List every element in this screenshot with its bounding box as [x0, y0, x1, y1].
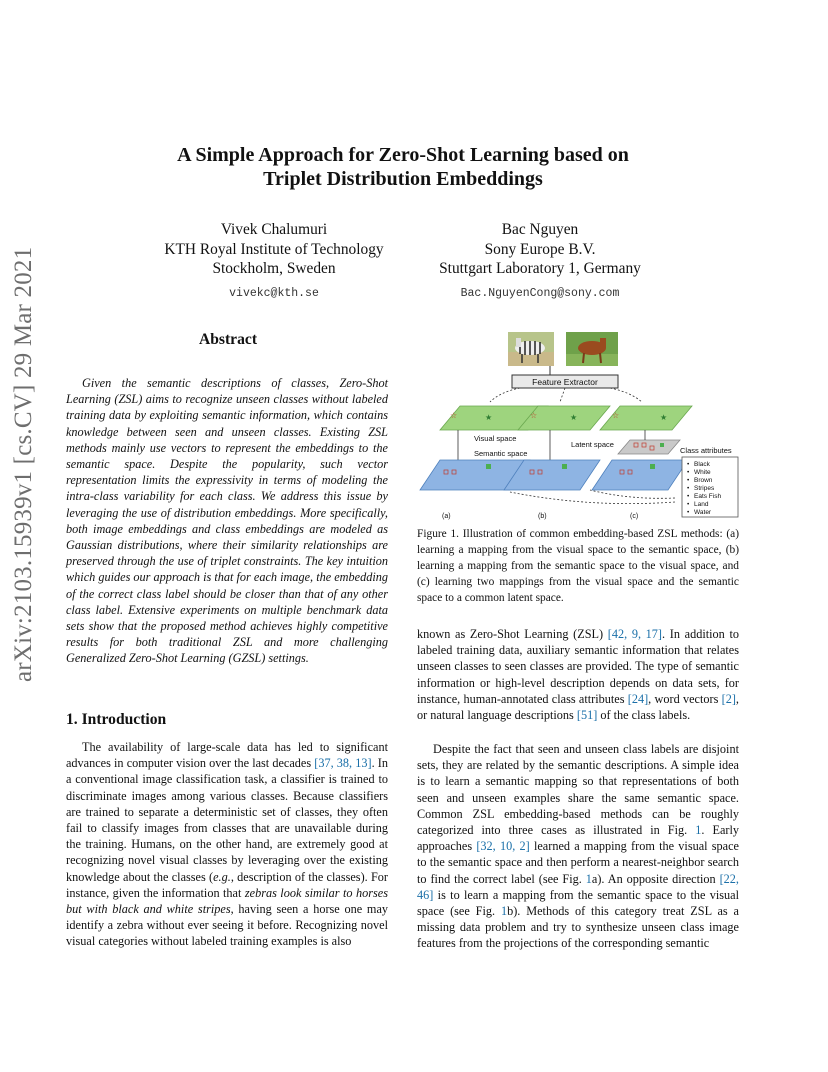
- author-location: Stuttgart Laboratory 1, Germany: [439, 260, 641, 277]
- attribute-item: Brown: [694, 477, 713, 484]
- title-line-2: Triplet Distribution Embeddings: [263, 168, 543, 190]
- text-run: The availability of large-scale data has led to significant advances in computer vision over the last decades: [66, 740, 388, 771]
- svg-text:★: ★: [660, 413, 668, 422]
- arxiv-identifier: arXiv:2103.15939v1 [cs.CV] 29 Mar 2021: [10, 246, 37, 682]
- svg-text:☆: ☆: [612, 411, 620, 420]
- citation-link[interactable]: [24]: [627, 691, 649, 706]
- figure-caption: Figure 1. Illustration of common embedding-based ZSL methods: (a) learning a mapping from the visual space to the semantic space, (b) learning a mapping from the semantic space to the visual space, and (c) learning two mappings from the visual space and the semantic space to a common latent space.: [417, 528, 739, 604]
- text-run: a). An opposite direction: [591, 871, 720, 886]
- text-run: e.g.: [213, 869, 231, 884]
- svg-text:•: •: [687, 509, 690, 516]
- author-block-2: [410, 220, 670, 303]
- text-run: , or natural language descriptions: [417, 691, 739, 723]
- author-name: Vivek Chalumuri: [220, 221, 328, 238]
- author-name: Bac Nguyen: [501, 221, 579, 238]
- text-run: , having seen a horse one may identify a zebra without ever seeing it before. Recognizing novel visual categories without labeled training examples is also: [66, 902, 389, 949]
- text-run: . In a conventional image classification task, a classifier is trained to discriminate images among various classes. Because classifiers are trained to separate a deterministic set of classes, they often fail to classify images from classes that are unavailable during the training. Humans, on the other hand, are extremely good at recognizing novel visual classes by leveraging over the existing knowledge about the classes (: [66, 756, 388, 884]
- section-heading-introduction: 1. Introduction: [66, 711, 167, 728]
- panel-label-c: (c): [630, 513, 639, 520]
- figure-reference-link[interactable]: 1: [500, 904, 508, 919]
- zsl-methods-diagram: [442, 330, 750, 520]
- citation-link[interactable]: [51]: [576, 708, 598, 723]
- citation-link[interactable]: [37, 38, 13]: [314, 756, 372, 771]
- text-run: of the class labels.: [597, 708, 691, 723]
- figure-reference-link[interactable]: 1: [585, 871, 592, 886]
- author-affiliation: Sony Europe B.V.: [484, 240, 596, 258]
- svg-text:•: •: [687, 501, 690, 508]
- visual-space-label: Visual space: [474, 434, 517, 443]
- semantic-space-label: Semantic space: [474, 449, 528, 458]
- attribute-item: White: [694, 469, 711, 476]
- visual-space-planes: [440, 406, 692, 430]
- text-run: . Early approaches: [417, 823, 739, 854]
- text-run: b). Methods of this category treat ZSL as a missing data problem and try to synthesize unseen class image features from the projections of the corresponding semantic: [417, 904, 739, 951]
- text-run: , word vectors: [648, 691, 722, 706]
- attribute-item: Black: [694, 461, 710, 468]
- abstract-heading: Abstract: [198, 331, 258, 348]
- text-run: . In addition to labeled training data, auxiliary semantic information that relates unseen classes to seen classes are provided. The type of semantic information or high-level description depends on data sets, for instance, human-annotated class attributes: [417, 627, 739, 706]
- citation-link[interactable]: [42, 9, 17]: [607, 627, 663, 641]
- intro-paragraph-1: [66, 739, 388, 950]
- author-affiliation: KTH Royal Institute of Technology: [164, 240, 384, 258]
- feature-extractor-label: Feature Extractor: [532, 377, 598, 387]
- attribute-item: Eats Fish: [694, 493, 722, 500]
- latent-space-label: Latent space: [571, 440, 614, 449]
- svg-text:•: •: [687, 461, 690, 468]
- attribute-item: Stripes: [694, 485, 715, 492]
- svg-text:☆: ☆: [450, 411, 458, 420]
- class-attributes-title: Class attributes: [680, 446, 732, 455]
- zebra-image: [508, 332, 554, 366]
- paper-title: [120, 143, 686, 191]
- figure-reference-link[interactable]: 1: [695, 823, 702, 838]
- text-run: learned a mapping from the visual space to the semantic space and then perform a nearest-neighbor search to find the correct label (see Fig.: [417, 839, 739, 886]
- attribute-item: Land: [694, 501, 709, 508]
- semantic-space-planes: [420, 460, 688, 490]
- svg-text:•: •: [687, 477, 690, 484]
- author-location: Stockholm, Sweden: [212, 260, 336, 277]
- svg-text:•: •: [687, 485, 690, 492]
- attribute-item: Water: [694, 509, 712, 516]
- text-run: Despite the fact that seen and unseen class labels are disjoint sets, they are related by the semantic descriptions. A simple idea is to learn a semantic mapping so that representations of both seen and unseen examples share the same semantic space. Common ZSL embedding-based methods can be roughly categorized into three cases as illustrated in Fig.: [417, 742, 739, 838]
- intro-paragraph-3: [417, 741, 739, 952]
- panel-label-b: (b): [538, 513, 547, 520]
- svg-text:•: •: [687, 469, 690, 476]
- author-email[interactable]: Bac.NguyenCong@sony.com: [460, 286, 620, 300]
- horse-image: [566, 332, 618, 366]
- citation-link[interactable]: [2]: [721, 691, 736, 706]
- author-email[interactable]: vivekc@kth.se: [229, 286, 319, 300]
- svg-text:★: ★: [570, 413, 578, 422]
- svg-text:•: •: [687, 493, 690, 500]
- emphasis-text: zebras look similar to horses but with black and white stripes: [66, 885, 388, 917]
- latent-space-plane: [618, 440, 680, 454]
- text-run: known as Zero-Shot Learning (ZSL): [417, 627, 608, 641]
- svg-text:★: ★: [485, 413, 493, 422]
- svg-text:☆: ☆: [530, 411, 538, 420]
- text-run: , description of the classes). For instance, given the information that: [66, 869, 389, 900]
- abstract-text: Given the semantic descriptions of classes, Zero-Shot Learning (ZSL) aims to recognize unseen classes without labeled training data by exploiting semantic information, which contains knowledge between seen and unseen classes. Existing ZSL methods mainly use vectors to represent the embeddings to the semantic space. Despite the popularity, such vector representation limits the expressivity in terms of modeling the intra-class variability for each class. We address this issue by leveraging the use of distribution embeddings. More specifically, both image embeddings and class embeddings are modeled as Gaussian distributions, where their similarity relationships are preserved through the use of triplet constraints. The key intuition which guides our approach is that for each image, the embedding of the correct class label should be closer than that of any other class label. Extensive experiments on multiple benchmark data sets show that the proposed method achieves highly competitive results for both traditional ZSL and more challenging Generalized Zero-Shot Learning (GZSL) settings.: [66, 376, 388, 666]
- intro-paragraph-2: [417, 626, 739, 723]
- text-run: is to learn a mapping from the semantic space to the visual space (see Fig.: [417, 887, 739, 919]
- panel-label-a: (a): [442, 513, 451, 520]
- citation-link[interactable]: [22, 46]: [417, 871, 739, 902]
- title-line-1: A Simple Approach for Zero-Shot Learning based on: [177, 144, 629, 166]
- author-block-1: [144, 220, 404, 303]
- citation-link[interactable]: [32, 10, 2]: [476, 839, 530, 854]
- figure-1: [442, 330, 750, 520]
